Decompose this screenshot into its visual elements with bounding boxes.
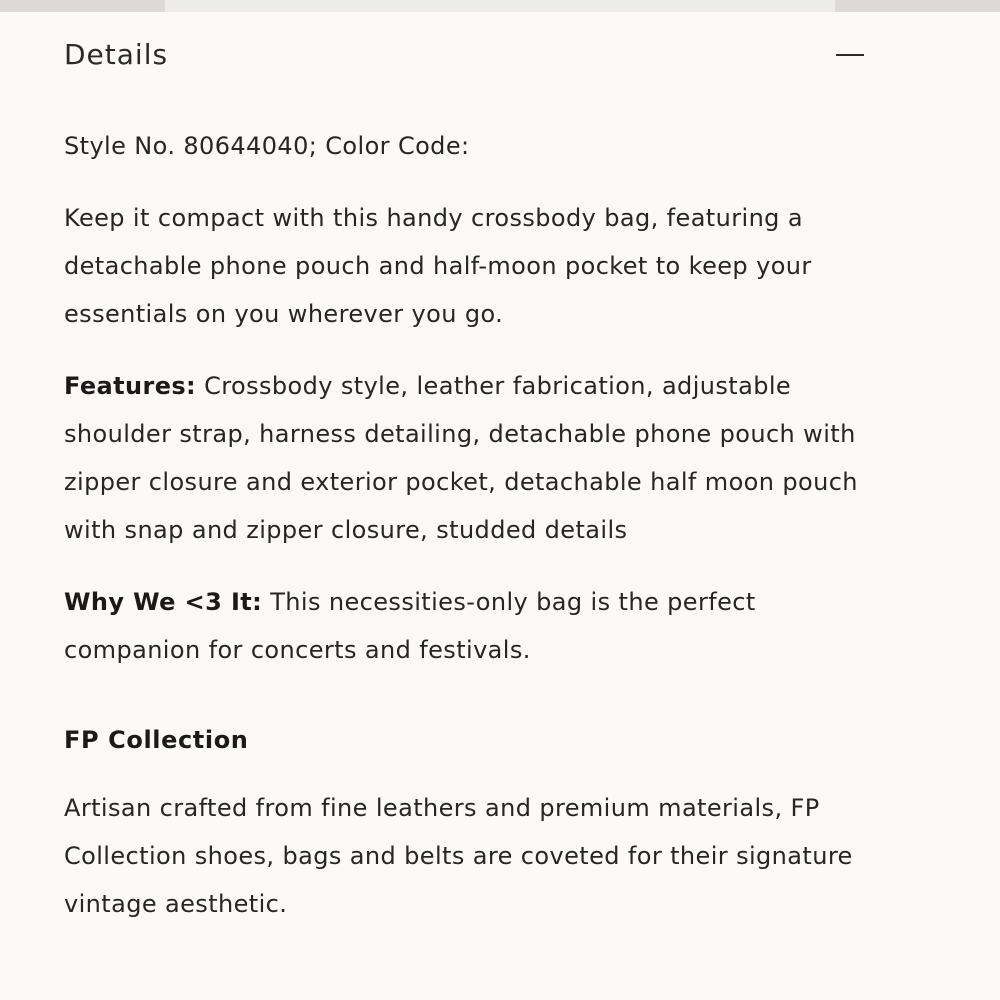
image-edge: [165, 0, 835, 12]
features-text: Crossbody style, leather fabrication, adjustable shoulder strap, harness detailing, detachable phone pouch with zipper closure and exterior pocket, detachable half moon pouch with snap and zipper closure, studded details: [64, 372, 858, 544]
details-title: Details: [64, 38, 169, 71]
details-content: [64, 122, 874, 952]
top-image-strip: [0, 0, 1000, 12]
why-label: Why We <3 It:: [64, 588, 263, 616]
details-accordion-header[interactable]: [64, 36, 864, 76]
why-paragraph: [64, 578, 874, 674]
why-text: This necessities-only bag is the perfect companion for concerts and festivals.: [64, 588, 756, 664]
minus-icon[interactable]: [836, 54, 864, 56]
style-number: Style No. 80644040; Color Code:: [64, 132, 470, 160]
features-label: Features:: [64, 372, 197, 400]
collection-title: FP Collection: [64, 726, 249, 754]
collection-description: Artisan crafted from fine leathers and premium materials, FP Collection shoes, bags and belts are coveted for their signature vintage aesthetic.: [64, 794, 853, 918]
features-paragraph: [64, 362, 874, 554]
product-description: Keep it compact with this handy crossbody bag, featuring a detachable phone pouch and half-moon pocket to keep your essentials on you wherever you go.: [64, 204, 812, 328]
